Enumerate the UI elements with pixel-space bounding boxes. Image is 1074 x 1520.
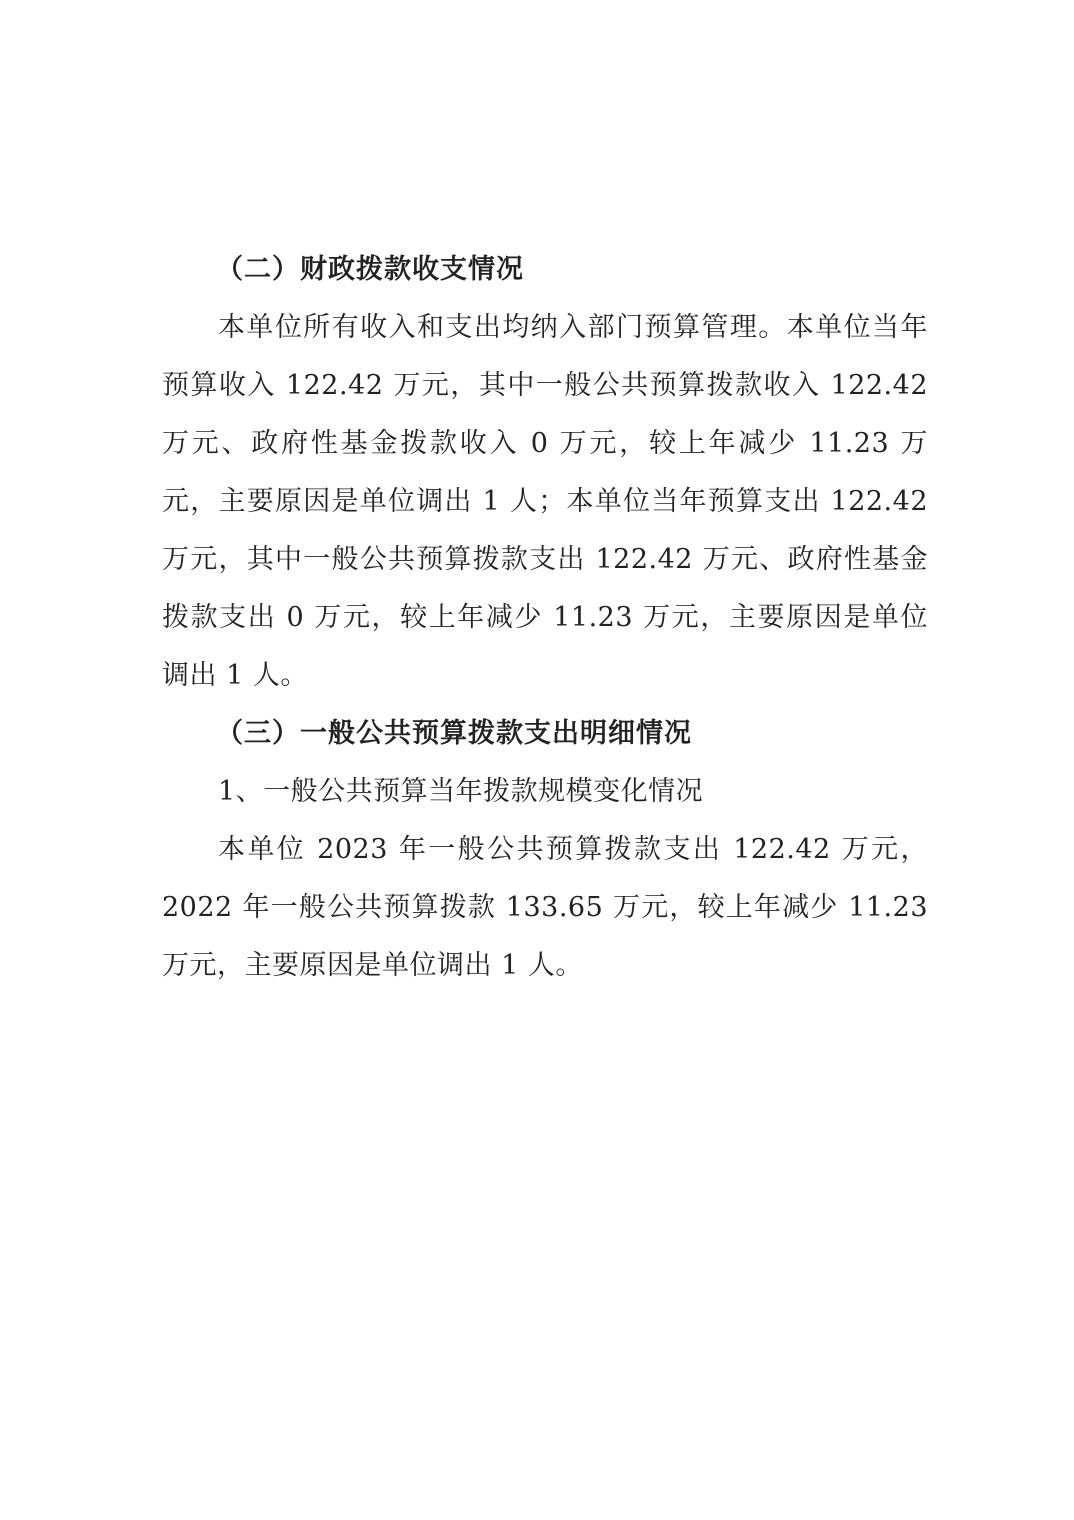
document-body	[162, 241, 928, 995]
section-heading-general-budget-detail: （三）一般公共预算拨款支出明细情况	[216, 718, 692, 749]
paragraph-scale-change: 本单位 2023 年一般公共预算拨款支出 122.42 万元，2022 年一般公共预算拨款 133.65 万元，较上年减少 11.23 万元，主要原因是单位调出 1 人。	[162, 834, 928, 981]
subsection-title-scale-change: 1、一般公共预算当年拨款规模变化情况	[218, 776, 704, 807]
paragraph-fiscal-appropriation: 本单位所有收入和支出均纳入部门预算管理。本单位当年预算收入 122.42 万元，其中一般公共预算拨款收入 122.42 万元、政府性基金拨款收入 0 万元，较上年减少 11.23 万元，主要原因是单位调出 1 人；本单位当年预算支出 122.42 万元，其中一般公共预算拨款支出 122.42 万元、政府性基金拨款支出 0 万元，较上年减少 11.23 万元，主要原因是单位调出 1 人。	[162, 312, 928, 691]
section-heading-fiscal-appropriation: （二）财政拨款收支情况	[216, 254, 524, 285]
